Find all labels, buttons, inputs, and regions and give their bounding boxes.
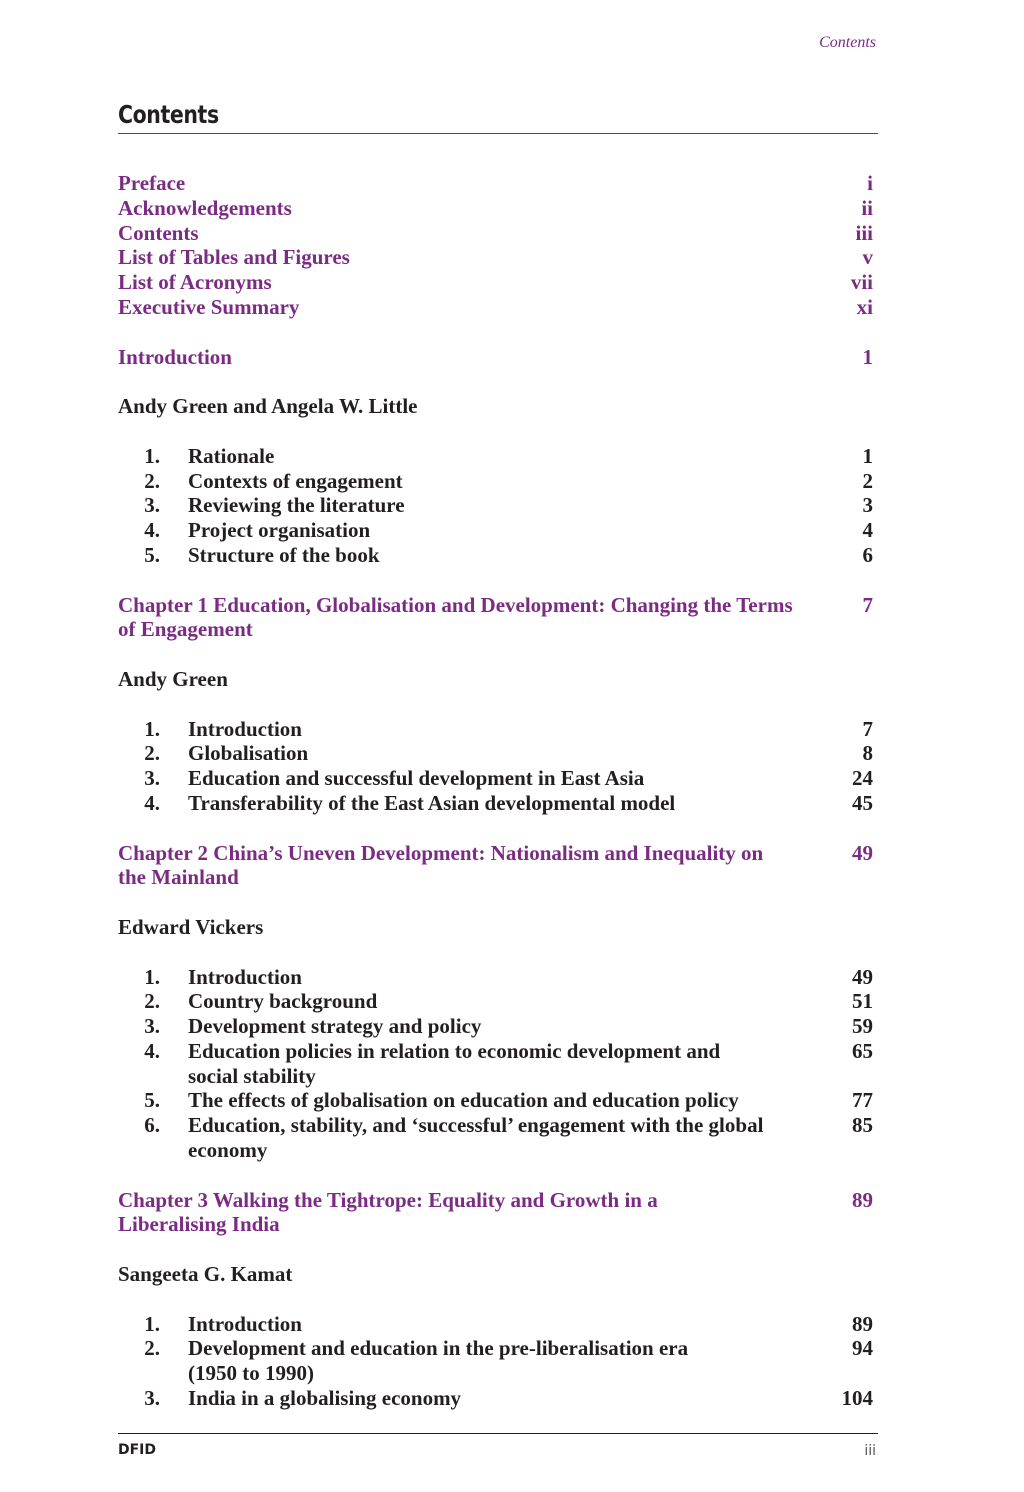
toc-subentry-text-block xyxy=(188,741,778,766)
toc-subentry[interactable] xyxy=(118,444,873,469)
toc-subentry-text: Structure of the book xyxy=(188,542,380,567)
spacer xyxy=(118,419,873,444)
toc-subentry-text: Development and education in the pre-liberalisation era xyxy=(188,1336,689,1361)
toc-subentry-page: 7 xyxy=(862,716,873,741)
toc-entry-page: iii xyxy=(855,220,873,245)
toc-entry-page: v xyxy=(862,245,873,270)
running-head: Contents xyxy=(819,34,876,51)
toc-subentry-text: Reviewing the literature xyxy=(188,493,405,518)
toc-subentry-text-block xyxy=(188,1039,778,1089)
toc-chapter-title-line: Chapter 3 Walking the Tightrope: Equality and Growth in a xyxy=(118,1187,658,1212)
toc-subentry-text: Country background xyxy=(188,989,378,1014)
toc-subentry[interactable] xyxy=(118,469,873,494)
toc-subentry-text-cont: social stability xyxy=(188,1063,316,1088)
spacer xyxy=(118,320,873,345)
toc-chapter-title xyxy=(118,1188,828,1238)
page-title xyxy=(118,100,878,134)
toc-subentry-text: Introduction xyxy=(188,716,302,741)
toc-subentry-number: 4. xyxy=(144,790,160,815)
toc-entry-label: Contents xyxy=(118,220,199,245)
toc-entry-page: xi xyxy=(856,294,873,319)
toc-chapter-title-line: Chapter 1 Education, Globalisation and Development: Changing the Terms xyxy=(118,592,793,617)
toc-subentry-text-block xyxy=(188,1336,778,1386)
toc-entry[interactable] xyxy=(118,196,873,221)
toc-chapter-page: 49 xyxy=(852,840,873,865)
toc-subentry-text: Education policies in relation to economic development and xyxy=(188,1038,721,1063)
toc-authors: Sangeeta G. Kamat xyxy=(118,1262,293,1287)
toc-chapter-title xyxy=(118,841,828,891)
toc-subentry-number: 1. xyxy=(144,1311,160,1336)
toc-subentry-text: Globalisation xyxy=(188,741,309,766)
toc-subentry-page: 51 xyxy=(852,989,873,1014)
spacer xyxy=(118,1287,873,1312)
toc-subentry-page: 4 xyxy=(862,518,873,543)
toc-subentry-text-block xyxy=(188,1312,778,1337)
toc-subentry-text-block xyxy=(188,989,778,1014)
toc-subentry[interactable] xyxy=(118,1039,873,1089)
toc-subentry-number: 1. xyxy=(144,716,160,741)
spacer xyxy=(118,890,873,915)
toc-authors: Andy Green xyxy=(118,666,228,691)
toc-chapter-title-line: the Mainland xyxy=(118,865,239,890)
spacer xyxy=(118,642,873,667)
toc-entry-label: Introduction xyxy=(118,344,232,369)
toc-subentry-page: 3 xyxy=(862,493,873,518)
toc-entry-label: List of Acronyms xyxy=(118,270,272,295)
toc-subentry-text: Education and successful development in East Asia xyxy=(188,766,645,791)
toc-subentry-text: Education, stability, and ‘successful’ engagement with the global xyxy=(188,1113,764,1138)
toc-subentry-number: 1. xyxy=(144,964,160,989)
toc-subentry-page: 24 xyxy=(852,766,873,791)
toc-subentry[interactable] xyxy=(118,766,873,791)
toc-entry-page: i xyxy=(867,171,873,195)
toc-authors: Edward Vickers xyxy=(118,914,264,939)
footer-publisher: DFID xyxy=(118,1442,157,1458)
toc-subentry[interactable] xyxy=(118,543,873,568)
toc-subentry[interactable] xyxy=(118,493,873,518)
toc-subentry-number: 2. xyxy=(144,1336,160,1361)
toc-entry-label: Acknowledgements xyxy=(118,195,292,220)
toc-subentry[interactable] xyxy=(118,1336,873,1386)
spacer xyxy=(118,692,873,717)
toc-subentry-number: 3. xyxy=(144,493,160,518)
spacer xyxy=(118,1237,873,1262)
toc-subentry-text: Introduction xyxy=(188,1311,302,1336)
toc-subentry-number: 5. xyxy=(144,1088,160,1113)
toc-subentry[interactable] xyxy=(118,1088,873,1113)
spacer xyxy=(118,816,873,841)
toc-subentry-text-block xyxy=(188,965,778,990)
toc-subentry-text: The effects of globalisation on education and education policy xyxy=(188,1088,739,1113)
toc-subentry-page: 77 xyxy=(852,1088,873,1113)
toc-subentry-number: 6. xyxy=(144,1113,160,1138)
toc-entry-page: ii xyxy=(861,195,873,220)
toc-subentry-text-block xyxy=(188,766,778,791)
footer-divider xyxy=(118,1433,878,1434)
toc-subentry-text: Contexts of engagement xyxy=(188,468,403,493)
toc-subentry[interactable] xyxy=(118,741,873,766)
toc-subentry-number: 1. xyxy=(144,443,160,468)
toc-subentry-number: 5. xyxy=(144,542,160,567)
toc-subentry[interactable] xyxy=(118,518,873,543)
spacer xyxy=(118,1163,873,1188)
toc-subentry[interactable] xyxy=(118,1386,873,1411)
toc-subentry-page: 94 xyxy=(852,1336,873,1361)
toc-subentry-text-block xyxy=(188,1386,778,1411)
toc-subentry-page: 49 xyxy=(852,964,873,989)
toc-subentry-page: 6 xyxy=(862,542,873,567)
toc-entry-page: 1 xyxy=(862,344,873,369)
toc-subentry-text-cont: (1950 to 1990) xyxy=(188,1361,314,1386)
toc-entry-label: Executive Summary xyxy=(118,294,300,319)
toc-subentry-page: 1 xyxy=(862,443,873,468)
toc-chapter-heading[interactable] xyxy=(118,593,873,643)
toc-entry[interactable] xyxy=(118,221,873,246)
toc-chapter-title-line: of Engagement xyxy=(118,617,253,642)
toc-subentry-text: Introduction xyxy=(188,964,302,989)
spacer xyxy=(118,369,873,394)
toc-subentry-text-cont: economy xyxy=(188,1138,268,1163)
toc-chapter-page: 89 xyxy=(852,1187,873,1212)
toc-chapter-title-line: Chapter 2 China’s Uneven Development: Nationalism and Inequality on xyxy=(118,840,764,865)
toc-entry[interactable] xyxy=(118,245,873,270)
toc-subentry-page: 45 xyxy=(852,790,873,815)
toc-subentry[interactable] xyxy=(118,791,873,816)
spacer xyxy=(118,940,873,965)
toc-subentry-page: 2 xyxy=(862,468,873,493)
toc-subentry[interactable] xyxy=(118,965,873,990)
toc-chapter-page: 7 xyxy=(862,592,873,617)
toc-entry[interactable] xyxy=(118,295,873,320)
toc-chapter-title-line: Liberalising India xyxy=(118,1212,280,1237)
toc-subentry-text-block xyxy=(188,791,778,816)
toc-subentry[interactable] xyxy=(118,1014,873,1039)
table-of-contents xyxy=(118,171,873,1411)
toc-entry-page: vii xyxy=(850,270,873,295)
toc-chapter-heading[interactable] xyxy=(118,841,873,891)
toc-chapter-heading[interactable] xyxy=(118,1188,873,1238)
toc-subentry-page: 89 xyxy=(852,1311,873,1336)
page-title-text: Contents xyxy=(118,100,219,129)
toc-introduction[interactable] xyxy=(118,345,873,370)
toc-subentry-number: 2. xyxy=(144,741,160,766)
toc-subentry-text-block xyxy=(188,717,778,742)
toc-subentry-number: 3. xyxy=(144,1014,160,1039)
toc-subentry-text-block xyxy=(188,1113,778,1163)
toc-entry[interactable] xyxy=(118,270,873,295)
toc-subentry[interactable] xyxy=(118,1113,873,1163)
toc-subentry-number: 2. xyxy=(144,989,160,1014)
toc-entry-label: List of Tables and Figures xyxy=(118,245,350,270)
toc-subentry-page: 85 xyxy=(852,1113,873,1138)
toc-subentry-text: Transferability of the East Asian developmental model xyxy=(188,790,676,815)
spacer xyxy=(118,568,873,593)
toc-entry[interactable] xyxy=(118,171,873,196)
toc-subentry-page: 65 xyxy=(852,1038,873,1063)
toc-subentry-number: 4. xyxy=(144,518,160,543)
toc-subentry-text-block xyxy=(188,1014,778,1039)
toc-entry-label: Preface xyxy=(118,171,186,195)
toc-subentry-number: 4. xyxy=(144,1038,160,1063)
toc-subentry-text: Project organisation xyxy=(188,518,371,543)
toc-subentry-number: 3. xyxy=(144,766,160,791)
toc-subentry-text-block xyxy=(188,1088,778,1113)
footer-page-number: iii xyxy=(864,1443,876,1459)
toc-subentry-page: 59 xyxy=(852,1014,873,1039)
toc-subentry[interactable] xyxy=(118,989,873,1014)
toc-authors: Andy Green and Angela W. Little xyxy=(118,394,418,419)
toc-subentry-text: India in a globalising economy xyxy=(188,1386,462,1411)
toc-subentry-number: 2. xyxy=(144,468,160,493)
toc-subentry-page: 104 xyxy=(841,1386,873,1411)
toc-subentry[interactable] xyxy=(118,717,873,742)
toc-subentry-number: 3. xyxy=(144,1386,160,1411)
toc-subentry-text: Development strategy and policy xyxy=(188,1014,482,1039)
toc-subentry[interactable] xyxy=(118,1312,873,1337)
toc-subentry-page: 8 xyxy=(862,741,873,766)
toc-chapter-title xyxy=(118,593,828,643)
toc-subentry-text: Rationale xyxy=(188,443,275,468)
